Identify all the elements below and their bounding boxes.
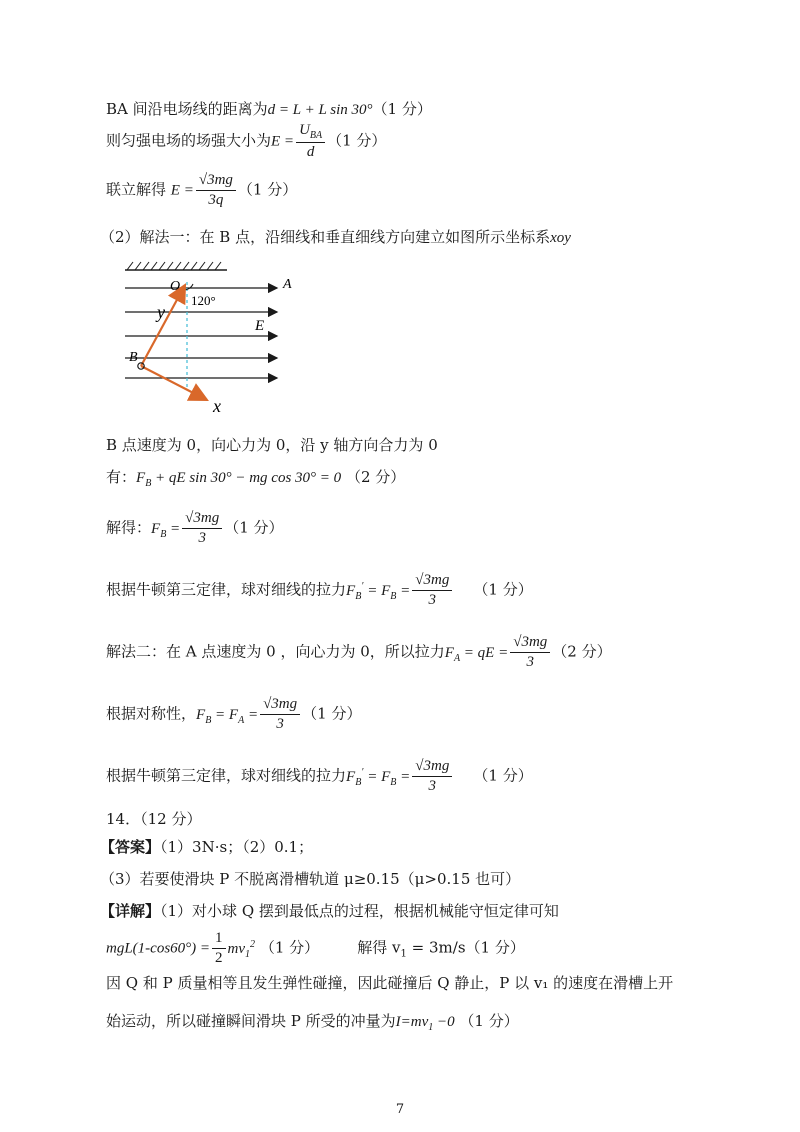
line-4: （2）解法一：在 B 点，沿细线和垂直细线方向建立如图所示坐标系xoy (100, 228, 571, 246)
line-2: 则匀强电场的场强大小为E = $\frac{U_{BA}}{d}$ （1 分） (106, 122, 387, 160)
fraction-E-result: $\frac{√3mg}{3q}$ (196, 172, 236, 209)
line-6: 有：$F_B$ + qE sin 30° − mg cos 30° = 0 （2 分） (106, 468, 406, 489)
fraction-FB: $\frac{√3mg}{3}$ (182, 510, 222, 547)
answer-line: 【答案】（1）3N·s；（2）0.1； (100, 838, 314, 856)
answer-line-3: （3）若要使滑块 P 不脱离滑槽轨道 μ≥0.15（μ>0.15 也可） (100, 870, 521, 888)
line-18: 始运动，所以碰撞瞬间滑块 P 所受的冲量为$I=mv_1 -0$ （1 分） (106, 1012, 519, 1033)
label-angle: 120° (191, 293, 216, 308)
ceiling-hatch (127, 262, 221, 270)
line-7: 解得：$F_B$ = $\frac{√3mg}{3}$ （1 分） (106, 510, 284, 546)
label-B: B (129, 350, 138, 365)
line-1: BA 间沿电场线的距离为d = L + L sin 30°（1 分） (106, 100, 432, 118)
line-16: mgL(1-cos60°) = $\frac{1}{2}$ $mv_1^2$ （1 分） 解得 $v_1 = 3m/s(1$ 分） (106, 930, 525, 966)
line-10: 根据对称性，$F_B = F_A$ = $\frac{√3mg}{3}$ （1 分） (106, 696, 362, 732)
page-number: 7 (395, 1102, 405, 1117)
detail-line: 【详解】（1）对小球 Q 摆到最低点的过程，根据机械能守恒定律可知 (100, 902, 559, 920)
x-axis-arrow (141, 366, 207, 400)
formula-d: d = L + L sin 30° (267, 102, 373, 118)
label-O: O (170, 279, 181, 294)
fraction-E: $\frac{U_{BA}}{d}$ (296, 122, 325, 161)
y-axis-arrow (141, 285, 185, 366)
question-14-header: 14．（12 分） (106, 810, 202, 828)
label-E: E (255, 318, 265, 334)
line-8: 根据牛顿第三定律，球对细线的拉力$F_B' = F_B$ = $\frac{√3mg}{3}$ （1 分） (106, 572, 533, 608)
label-A: A (283, 277, 292, 292)
line-17: 因 Q 和 P 质量相等且发生弹性碰撞，因此碰撞后 Q 静止，P 以 v₁ 的速度在滑槽上开 (106, 974, 674, 992)
label-x: x (213, 396, 221, 416)
line-9: 解法二：在 A 点速度为 0 ，向心力为 0，所以拉力$F_A$ = qE = $\frac{√3mg}{3}$ （2 分） (106, 634, 612, 670)
coordinate-diagram (115, 260, 315, 420)
line-5: B 点速度为 0，向心力为 0，沿 y 轴方向合力为 0 (106, 436, 438, 454)
line-3: 联立解得 E = $\frac{√3mg}{3q}$ （1 分） (106, 172, 298, 208)
label-y: y (157, 302, 165, 322)
line-11: 根据牛顿第三定律，球对细线的拉力$F_B' = F_B$ = $\frac{√3mg}{3}$ （1 分） (106, 758, 533, 794)
